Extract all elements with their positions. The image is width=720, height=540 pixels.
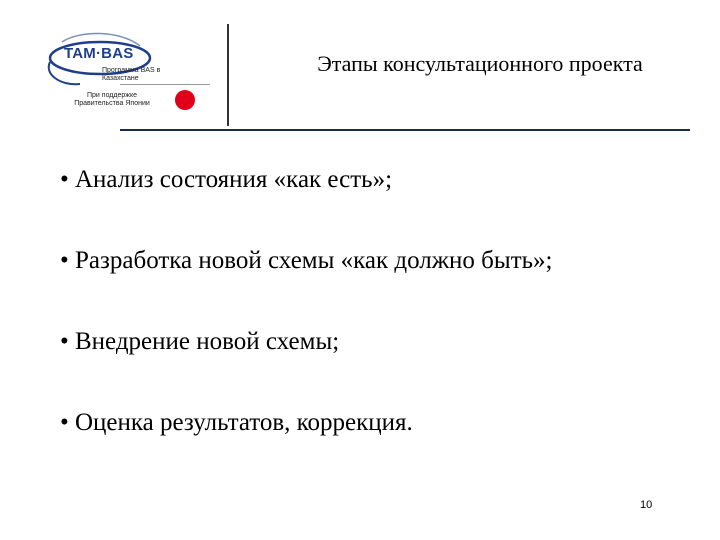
header-separator	[227, 24, 229, 126]
support-line: При поддержке Правительства Японии	[74, 92, 150, 107]
program-line: Программа BAS в Казахстане	[102, 67, 161, 82]
logo-divider	[120, 84, 210, 85]
bullet-item: • Оценка результатов, коррекция.	[60, 409, 413, 436]
bullet-item: • Внедрение новой схемы;	[60, 328, 340, 355]
japan-flag-icon	[175, 90, 195, 110]
bullet-item: • Разработка новой схемы «как должно быть»;	[60, 247, 553, 274]
slide-title: Этапы консультационного проекта	[317, 51, 643, 76]
header-rule	[120, 129, 690, 131]
page-number: 10	[640, 499, 653, 511]
tam-bas-logo	[40, 24, 220, 124]
logo-name: TAM·BAS	[64, 45, 134, 62]
bullet-item: • Анализ состояния «как есть»;	[60, 166, 393, 193]
bullet-list	[60, 165, 680, 489]
